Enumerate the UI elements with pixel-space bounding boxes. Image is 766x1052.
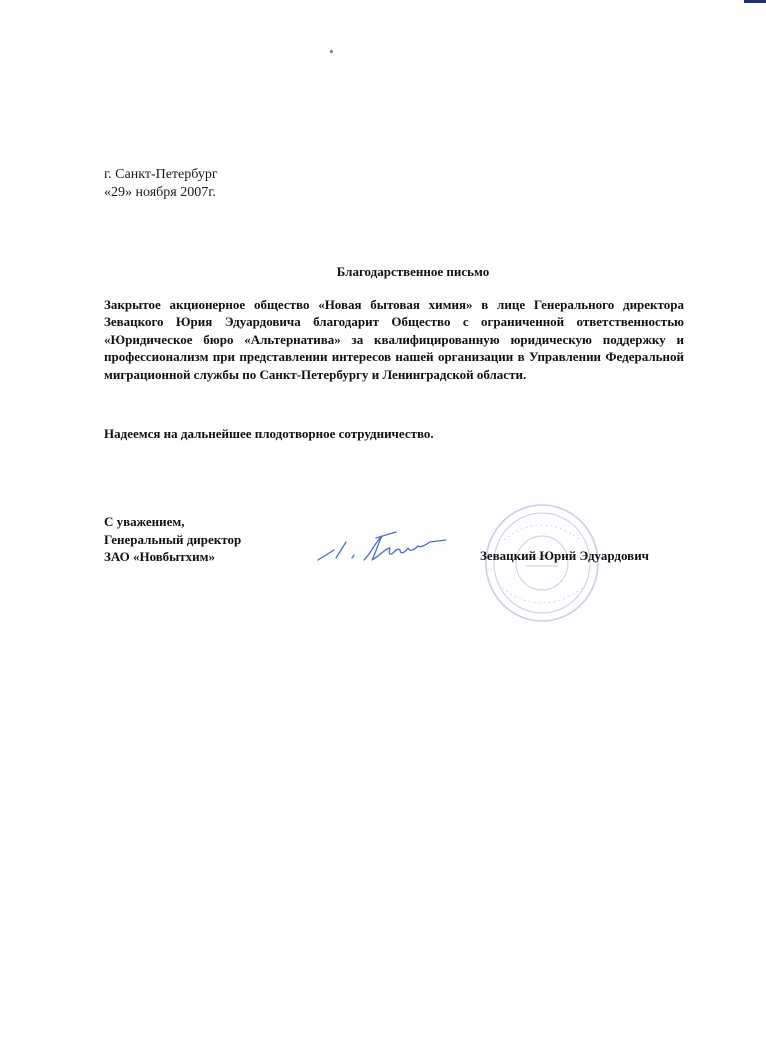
date-line: «29» ноября 2007г. [104, 185, 216, 200]
letter-title: Благодарственное письмо [336, 264, 490, 279]
place-and-date [104, 166, 218, 202]
scan-corner-mark [744, 0, 766, 3]
city-line: г. Санкт-Петербург [104, 167, 218, 182]
scan-speck [330, 50, 333, 53]
closing-block [104, 513, 241, 566]
position-line: Генеральный директор [104, 531, 242, 547]
closing-wish: Надеемся на дальнейшее плодотворное сотрудничество. [104, 426, 434, 441]
letter-body: Закрытое акционерное общество «Новая бытовая химия» в лице Генерального директора Зевацкого Юрия Эдуардовича благодарит Общество с ограниченной ответственностью «Юридическое бюро «Альтернатива» за квалифицированную юридическую поддержку и профессионализм при представлении интересов нашей организации в Управлении Федеральной миграционной службы по Санкт-Петербургу и Ленинградской области. [104, 297, 684, 382]
company-line: ЗАО «Новбытхим» [104, 549, 215, 564]
signature-icon [312, 524, 452, 570]
signer-name: Зевацкий Юрий Эдуардович [480, 548, 650, 563]
regards-line: С уважением, [104, 514, 185, 529]
